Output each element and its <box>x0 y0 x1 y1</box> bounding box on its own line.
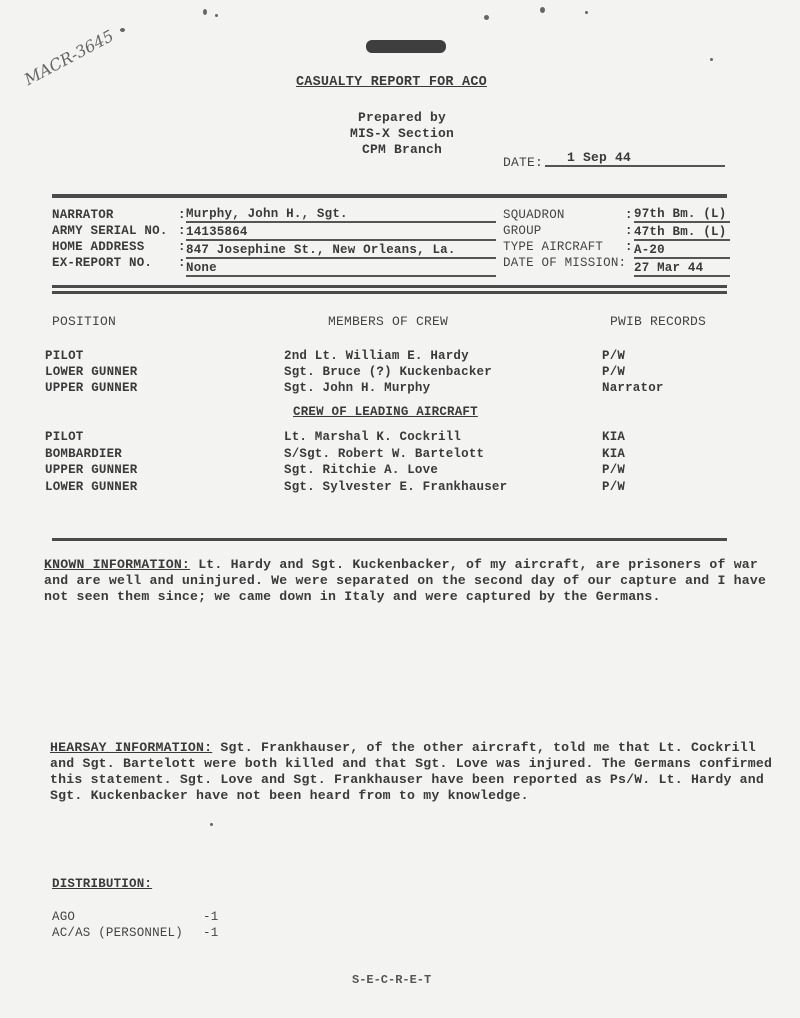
narrator-label: NARRATOR <box>52 208 114 222</box>
distribution-label: DISTRIBUTION: <box>52 877 153 891</box>
narrator-value: Murphy, John H., Sgt. <box>186 207 496 223</box>
ex-report-value: None <box>186 261 496 277</box>
aircraft-label: TYPE AIRCRAFT <box>503 240 604 254</box>
hearsay-label: HEARSAY INFORMATION: <box>50 740 213 755</box>
leading-record: KIA <box>602 430 626 444</box>
date-label: DATE: <box>503 155 544 170</box>
crew-member: Sgt. John H. Murphy <box>284 381 431 395</box>
distribution-recipients <box>52 909 183 941</box>
distribution-to: AGO <box>52 910 76 924</box>
leading-member: Sgt. Ritchie A. Love <box>284 463 439 477</box>
leading-position: PILOT <box>45 430 84 444</box>
leading-member: S/Sgt. Robert W. Bartelott <box>284 446 485 461</box>
crew-position: UPPER GUNNER <box>45 381 138 395</box>
serial-value: 14135864 <box>186 225 496 241</box>
handwritten-code: MACR-3645 <box>21 26 117 89</box>
speck <box>203 9 207 15</box>
prepared-line-3: CPM Branch <box>361 142 442 157</box>
prepared-line-2: MIS-X Section <box>349 126 455 141</box>
distribution-count: -1 <box>203 910 219 924</box>
date-value: 1 Sep 44 <box>545 150 725 167</box>
leading-members <box>284 429 507 495</box>
crew-header-records: PWIB RECORDS <box>610 314 707 329</box>
leading-record: P/W <box>602 479 626 494</box>
speck <box>710 58 713 61</box>
group-label: GROUP <box>503 224 542 238</box>
info-left-colons: : : : : <box>178 208 186 270</box>
info-left-labels <box>52 207 168 271</box>
leading-position: BOMBARDIER <box>45 446 123 461</box>
leading-positions <box>45 429 137 495</box>
aircraft-value: A-20 <box>634 243 730 259</box>
leading-records <box>602 429 625 495</box>
known-text: Lt. Hardy and Sgt. Kuckenbacker, of my aircraft, are prisoners of war and are well and uninjured. We were separated on the second day of our capture and I have not seen them since; we came down in Italy and were captured by the Germans. <box>44 557 767 604</box>
speck <box>585 11 588 14</box>
leading-record: KIA <box>602 446 626 461</box>
distribution-count: -1 <box>203 926 219 940</box>
squadron-label: SQUADRON <box>503 208 565 222</box>
info-right-values <box>634 207 730 277</box>
leading-member: Sgt. Sylvester E. Frankhauser <box>284 479 508 494</box>
info-right-labels <box>503 207 626 271</box>
mission-date-label: DATE OF MISSION: <box>503 256 627 270</box>
serial-label: ARMY SERIAL NO. <box>52 224 168 238</box>
known-information <box>44 557 774 605</box>
crew-member: 2nd Lt. William E. Hardy <box>284 349 469 363</box>
header-rule-top <box>52 194 727 198</box>
classification-redacted <box>366 40 446 53</box>
address-value: 847 Josephine St., New Orleans, La. <box>186 243 496 259</box>
report-title: CASUALTY REPORT FOR ACO <box>296 75 487 90</box>
squadron-value: 97th Bm. (L) <box>634 207 730 223</box>
speck <box>484 15 489 20</box>
known-label: KNOWN INFORMATION: <box>44 557 191 572</box>
crew-members <box>284 348 492 396</box>
prepared-by <box>342 110 462 158</box>
speck <box>210 823 213 826</box>
crew-member: Sgt. Bruce (?) Kuckenbacker <box>284 365 492 379</box>
address-label: HOME ADDRESS <box>52 240 145 254</box>
crew-records <box>602 348 664 396</box>
header-rule-bottom <box>52 285 727 288</box>
leading-member: Lt. Marshal K. Cockrill <box>284 430 462 444</box>
speck <box>540 7 545 13</box>
section-rule <box>52 538 727 541</box>
hearsay-text: Sgt. Frankhauser, of the other aircraft, told me that Lt. Cockrill and Sgt. Bartelott were both killed and that Sgt. Love was injured. The Germans confirmed this statement. Sgt. Love and Sgt. Frankhauser have been reported as Ps/W. Lt. Hardy and Sgt. Kuckenbacker have not been heard from to my knowledge. <box>50 740 773 803</box>
crew-record: P/W <box>602 365 626 379</box>
speck <box>215 14 218 17</box>
info-right-colons: : : : <box>625 208 633 254</box>
leading-aircraft-title: CREW OF LEADING AIRCRAFT <box>293 405 478 419</box>
footer-classification: S-E-C-R-E-T <box>352 973 432 987</box>
prepared-line-1: Prepared by <box>357 110 446 125</box>
info-left-values <box>186 207 496 277</box>
leading-position: UPPER GUNNER <box>45 463 138 477</box>
ex-report-label: EX-REPORT NO. <box>52 256 153 270</box>
distribution-to: AC/AS (PERSONNEL) <box>52 926 183 940</box>
crew-positions <box>45 348 137 396</box>
crew-header-position: POSITION <box>52 314 117 329</box>
crew-record: Narrator <box>602 381 664 395</box>
crew-position: PILOT <box>45 349 84 363</box>
leading-position: LOWER GUNNER <box>45 479 138 494</box>
crew-position: LOWER GUNNER <box>45 365 138 379</box>
mission-date-value: 27 Mar 44 <box>634 261 730 277</box>
leading-record: P/W <box>602 463 626 477</box>
header-rule-bottom-2 <box>52 291 727 294</box>
group-value: 47th Bm. (L) <box>634 225 730 241</box>
speck <box>120 28 125 32</box>
crew-header-members: MEMBERS OF CREW <box>328 314 449 329</box>
distribution-counts <box>203 909 218 941</box>
hearsay-information <box>50 740 774 804</box>
crew-record: P/W <box>602 349 626 363</box>
